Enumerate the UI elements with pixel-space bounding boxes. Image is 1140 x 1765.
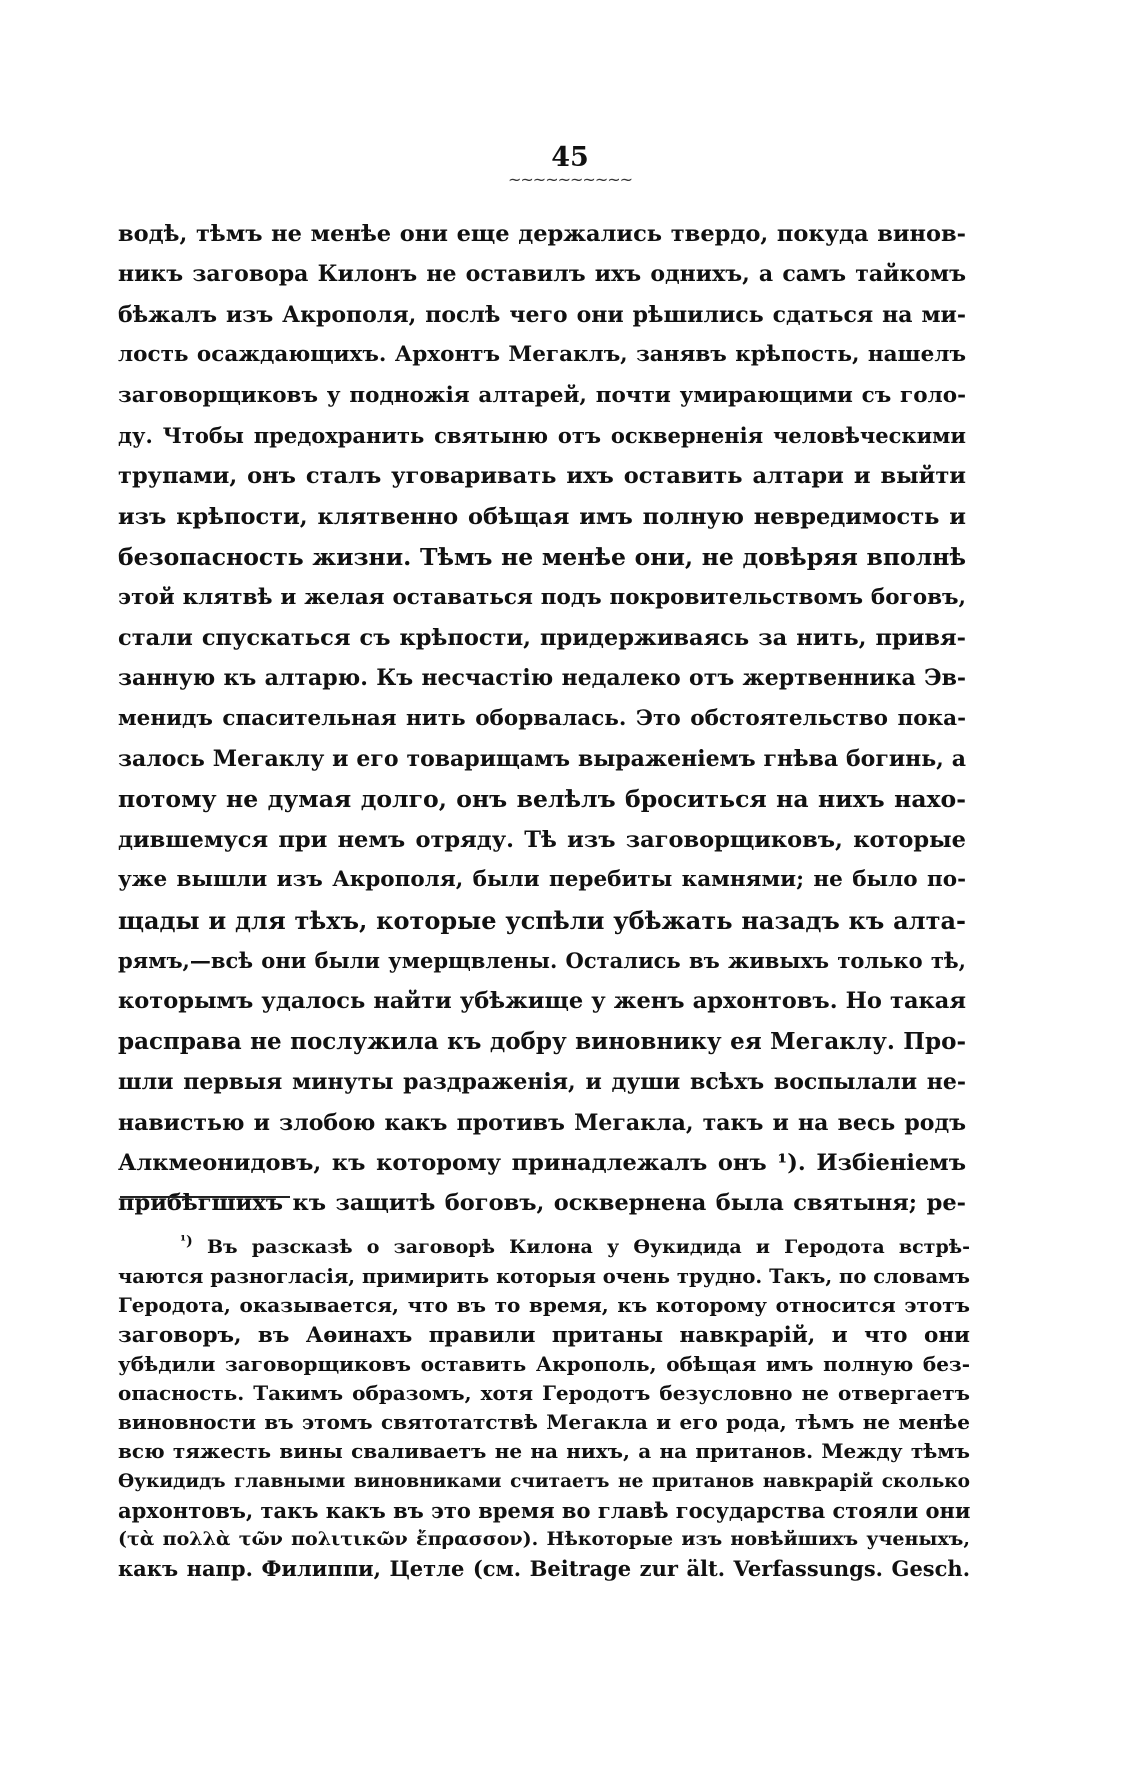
footnote-line: Ѳукидидъ главными виновниками считаетъ не пританов навкрарій сколько [118,1470,970,1492]
footnote-line: архонтовъ, такъ какъ въ это время во главѣ государства стояли они [118,1497,971,1523]
text-line: этой клятвѣ и желая оставаться подъ покровительствомъ боговъ, [118,584,966,610]
text-line: расправа не послужила къ добру виновнику ея Мегаклу. Про- [118,1027,966,1055]
footnote-first-line [118,1233,970,1262]
text-line: бѣжалъ изъ Акрополя, послѣ чего они рѣшились сдаться на ми- [118,301,966,328]
page-number-ornament: ~~~~~~~~~~ [507,170,633,189]
text-line: заговорщиковъ у подножія алтарей, почти умирающими съ голо- [118,382,966,408]
text-line: трупами, онъ сталъ уговаривать ихъ оставить алтари и выйти [118,463,966,490]
footnote [118,1233,970,1583]
text-line: безопасность жизни. Тѣмъ не менѣе они, не довѣряя вполнѣ [118,543,966,572]
text-line: навистью и злобою какъ противъ Мегакла, такъ и на весь родъ [118,1109,966,1136]
footnote-line: всю тяжесть вины сваливаетъ не на нихъ, а на пританов. Между тѣмъ [118,1439,970,1464]
text-line: залось Мегаклу и его товарищамъ выраженіемъ гнѣва богинь, а [118,746,966,773]
text-line: уже вышли изъ Акрополя, были перебиты камнями; не было по- [118,867,966,893]
footnote-line: виновности въ этомъ святотатствѣ Мегакла и его рода, тѣмъ не менѣе [118,1410,970,1435]
footnote-line: Геродота, оказывается, что въ то время, къ которому относится этотъ [118,1293,970,1318]
text-line: рямъ,—всѣ они были умерщвлены. Остались въ живыхъ только тѣ, [118,948,966,974]
text-line: водѣ, тѣмъ не менѣе они еще держались твердо, покуда винов- [118,221,966,247]
text-line: потому не думая долго, онъ велѣлъ броситься на нихъ нахо- [118,785,966,814]
text-line: менидъ спасительная нить оборвалась. Это обстоятельство пока- [118,705,966,731]
text-line: дившемуся при немъ отряду. Тѣ изъ заговорщиковъ, которые [118,826,966,853]
footnote-line: какъ напр. Филиппи, Цетле (см. Beitrage zur ält. Verfassungs. Gesch. [118,1556,970,1582]
footnote-divider [120,1196,290,1198]
footnote-line: (τὰ πολλὰ τῶν πολιτικῶν ἔπρασσον). Нѣкоторые изъ новѣйшихъ ученыхъ, [118,1527,970,1550]
text-line: ду. Чтобы предохранить святыню отъ оскверненія человѣческими [118,422,966,448]
text-line: щады и для тѣхъ, которые успѣли убѣжать назадъ къ алта- [118,905,966,935]
text-line: никъ заговора Килонъ не оставилъ ихъ однихъ, а самъ тайкомъ [118,261,966,288]
footnote-line: опасность. Такимъ образомъ, хотя Геродотъ безусловно не отвергаетъ [118,1380,970,1405]
text-line: занную къ алтарю. Къ несчастію недалеко отъ жертвенника Эв- [118,665,966,692]
text-line: Алкмеонидовъ, къ которому принадлежалъ онъ ¹). Избіеніемъ [118,1149,966,1176]
page-number: 45 [551,142,589,173]
footnote-line: чаются разногласія, примирить которыя очень трудно. Такъ, по словамъ [118,1265,970,1289]
text-line: лость осаждающихъ. Архонтъ Мегаклъ, занявъ крѣпость, нашелъ [118,342,966,368]
footnote-line: заговоръ, въ Аѳинахъ правили пританы навкрарій, и что они [118,1322,970,1348]
footnote-marker: ¹) [180,1233,193,1250]
text-line: прибѣгшихъ къ защитѣ боговъ, осквернена была святыня; ре- [118,1190,966,1217]
footnote-line: убѣдили заговорщиковъ оставить Акрополь, обѣщая имъ полную без- [118,1351,970,1376]
text-line: изъ крѣпости, клятвенно обѣщая имъ полную невредимость и [118,503,966,530]
footnote-first-line-text: Въ разсказѣ о заговорѣ Килона у Ѳукидида и Геродота встрѣ- [206,1236,970,1258]
text-line: которымъ удалось найти убѣжище у женъ архонтовъ. Но такая [118,988,966,1015]
text-line: шли первыя минуты раздраженія, и души всѣхъ воспылали не- [118,1069,966,1096]
text-line: стали спускаться съ крѣпости, придерживаясь за нить, привя- [118,624,966,651]
main-text [118,214,966,1224]
